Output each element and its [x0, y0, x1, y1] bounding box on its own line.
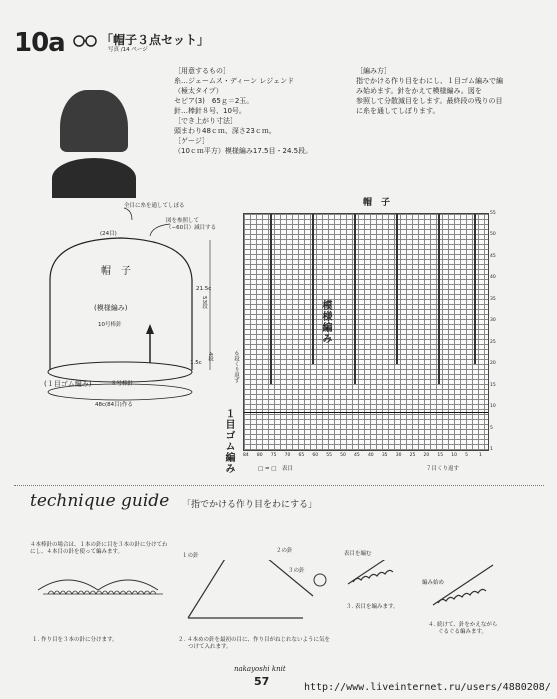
col-number-label: 30 [395, 453, 402, 458]
row-number-label: 55 [490, 211, 496, 216]
pattern-number: 10a [14, 28, 65, 58]
col-number-label: 65 [298, 453, 305, 458]
col-number-label: 45 [354, 453, 360, 458]
knitting-chart [243, 213, 489, 451]
knit-label: 表目を編む [344, 551, 372, 557]
needle-1-label: １の針 [182, 553, 199, 559]
instruction-line: に糸を通してしぼります。 [356, 107, 440, 115]
brand-name: nakayoshi knit [234, 665, 286, 673]
row-numbers [490, 211, 504, 452]
instruction-line: 参照して分散減目をします。最終段の残りの目 [356, 97, 503, 105]
col-number-label: 75 [270, 453, 277, 458]
row-number-label: 25 [490, 339, 496, 345]
decrease-note-2: （−60目）減目する [166, 225, 217, 231]
step-4b: ぐるぐる編みます。 [438, 629, 488, 635]
height-1: 21.5c [196, 286, 212, 292]
col-number-label: 50 [340, 453, 346, 458]
top-note: 全目に糸を通してしぼる [124, 203, 185, 209]
size-heading: ［でき上がり寸法］ [174, 117, 237, 125]
technique-subtitle: 「指でかける作り目をわにする」 [182, 500, 318, 510]
col-number-label: 80 [256, 453, 263, 458]
step-2b: つけて入れます。 [188, 644, 232, 650]
col-number-label: 20 [423, 453, 430, 458]
row-number-label: 15 [490, 382, 496, 388]
schematic-needle: 10号棒針 [98, 322, 122, 328]
top-stitches: (24目) [100, 231, 117, 237]
yarn-type: （極太タイプ） [174, 87, 223, 95]
col-numbers [243, 452, 487, 460]
height-2: 1.5c [190, 360, 202, 366]
gauge-heading: ［ゲージ］ [174, 137, 209, 145]
instructions-heading: ［編み方］ [356, 67, 391, 75]
step-1: １. 作り目を３本の針に分けます。 [32, 637, 118, 643]
instructions-block [356, 66, 503, 116]
step-2: ２. ４本めの針を最初の目に、作り目がねじれないように気を [178, 637, 330, 643]
yarn-text: 糸…ジェームス・ディーン レジェンド [174, 77, 295, 85]
row-number-label: 40 [490, 275, 496, 281]
row-number-label: 45 [490, 253, 496, 259]
col-number-label: 25 [409, 453, 416, 458]
repeat-note: ６段くり返す [233, 350, 239, 383]
color-text: セピア(3) 65ｇ＝2玉。 [174, 97, 254, 105]
height-1-rows: 53段 [201, 296, 207, 309]
needle-text: 針…棒針８号、10号。 [174, 107, 246, 115]
col-number-label: 15 [437, 453, 444, 458]
chart-title: 帽 子 [363, 198, 391, 208]
col-number-label: 70 [284, 453, 291, 458]
materials-heading: ［用意するもの］ [174, 67, 230, 75]
row-number-label: 5 [490, 425, 493, 431]
rib-label: (１目ゴム編み) [44, 380, 92, 388]
gauge-text: （10ｃｍ平方）模様編み17.5目・24.5段。 [174, 147, 313, 155]
chart-legend: □ = □ 表目 [258, 466, 293, 472]
source-url: http://www.liveinternet.ru/users/4880208/ [304, 682, 551, 693]
size-text: 頭まわり48ｃｍ、深さ23ｃｍ。 [174, 127, 276, 135]
decrease-note-1: 図を参照して [166, 218, 200, 224]
row-number-label: 50 [490, 232, 496, 238]
step-4: ４. 続けて、針をかえながら [428, 622, 498, 628]
needle-3-label: ３の針 [288, 568, 305, 574]
col-number-label: 35 [381, 453, 388, 458]
needle-2-label: ２の針 [276, 548, 293, 554]
height-2-rows: 4段 [207, 352, 213, 361]
cast-on-note: 48c(84目)作る [95, 402, 133, 408]
step-3: ３. 表目を編みます。 [346, 604, 399, 610]
instruction-line: み始めます。針をかえて模様編み。図を [356, 87, 482, 95]
technique-intro-1: ４本棒針の場合は、１本の針に目を３本の針に分けてわ [30, 542, 168, 548]
col-number-label: 40 [367, 453, 374, 458]
start-label: 編み始め [422, 580, 445, 586]
glasses-icon [72, 34, 98, 48]
page-number: 57 [254, 675, 270, 688]
rib-needle: ８号棒針 [111, 381, 134, 387]
instruction-line: 指でかける作り目をわにし、１目ゴム編みで編 [356, 77, 503, 85]
row-number-label: 10 [490, 404, 496, 410]
col-number-label: 60 [312, 453, 319, 458]
technique-title: technique guide [30, 491, 170, 511]
technique-intro-2: にし、４本目の針を使って編みます。 [30, 549, 124, 555]
row-number-label: 1 [490, 447, 493, 452]
col-number-label: 1 [479, 453, 482, 458]
chart-side-label-pattern: 模様編み [320, 300, 331, 344]
hat-photo [52, 80, 138, 190]
chart-side-label-rib: １目ゴム編み [223, 408, 234, 474]
row-number-label: 20 [490, 361, 496, 367]
col-number-label: 55 [326, 453, 333, 458]
schematic-pattern: (模様編み) [94, 304, 128, 312]
col-number-label: 84 [243, 453, 249, 458]
row-number-label: 35 [490, 296, 496, 302]
col-number-label: 10 [451, 453, 457, 458]
schematic-title: 帽 子 [101, 266, 131, 277]
section-divider [14, 485, 544, 486]
repeat-bottom: ７目くり返す [426, 466, 460, 472]
row-number-label: 30 [490, 318, 496, 324]
col-number-label: 5 [465, 453, 468, 458]
materials-block [174, 66, 312, 156]
pattern-title: 「帽子３点セット」 [101, 33, 210, 47]
photo-ref: 写真 /14 ページ [108, 47, 148, 53]
